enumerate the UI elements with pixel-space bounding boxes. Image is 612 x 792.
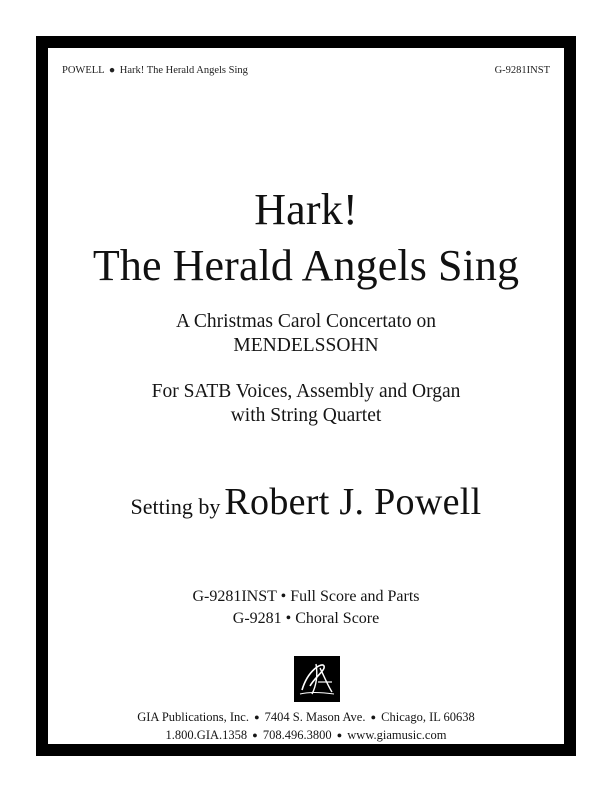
subtitle-line-1: A Christmas Carol Concertato on — [176, 311, 436, 332]
gia-logo — [294, 656, 340, 702]
header-bullet: ● — [108, 65, 116, 76]
header-composer: POWELL — [62, 65, 105, 76]
footer-separator: ● — [254, 712, 260, 722]
header-catalog-number: G-9281INST — [494, 65, 550, 76]
publisher-footer — [48, 708, 564, 744]
title-line-2: The Herald Angels Sing — [92, 241, 520, 290]
footer-line-1 — [48, 708, 564, 726]
subtitle — [48, 310, 564, 358]
header-left — [62, 64, 248, 78]
publisher-address: 7404 S. Mason Ave. — [264, 710, 366, 724]
instrumentation — [48, 380, 564, 428]
publisher-city: Chicago, IL 60638 — [381, 710, 475, 724]
composer-name: Robert J. Powell — [224, 481, 482, 523]
title-block — [48, 186, 564, 290]
running-header — [62, 64, 550, 78]
publisher-phone-2: 708.496.3800 — [262, 728, 332, 742]
footer-separator: ● — [252, 730, 258, 740]
setting-prefix: Setting by — [130, 494, 221, 519]
footer-line-2 — [48, 726, 564, 744]
cover-frame — [36, 36, 576, 756]
instrumentation-line-1: For SATB Voices, Assembly and Organ — [151, 381, 461, 402]
subtitle-line-2: MENDELSSOHN — [233, 335, 379, 356]
edition-list — [48, 586, 564, 630]
edition-item: G-9281INST • Full Score and Parts — [192, 588, 420, 605]
title-line-1: Hark! — [254, 185, 358, 234]
edition-item: G-9281 • Choral Score — [232, 610, 380, 627]
footer-separator: ● — [336, 730, 343, 740]
setting-credit — [48, 480, 564, 524]
publisher-name: GIA Publications, Inc. — [137, 710, 249, 724]
footer-separator: ● — [370, 712, 377, 722]
publisher-phone-1: 1.800.GIA.1358 — [165, 728, 248, 742]
instrumentation-line-2: with String Quartet — [230, 405, 382, 426]
gia-logo-icon — [294, 656, 340, 702]
header-title: Hark! The Herald Angels Sing — [119, 65, 248, 76]
publisher-website: www.giamusic.com — [347, 728, 447, 742]
